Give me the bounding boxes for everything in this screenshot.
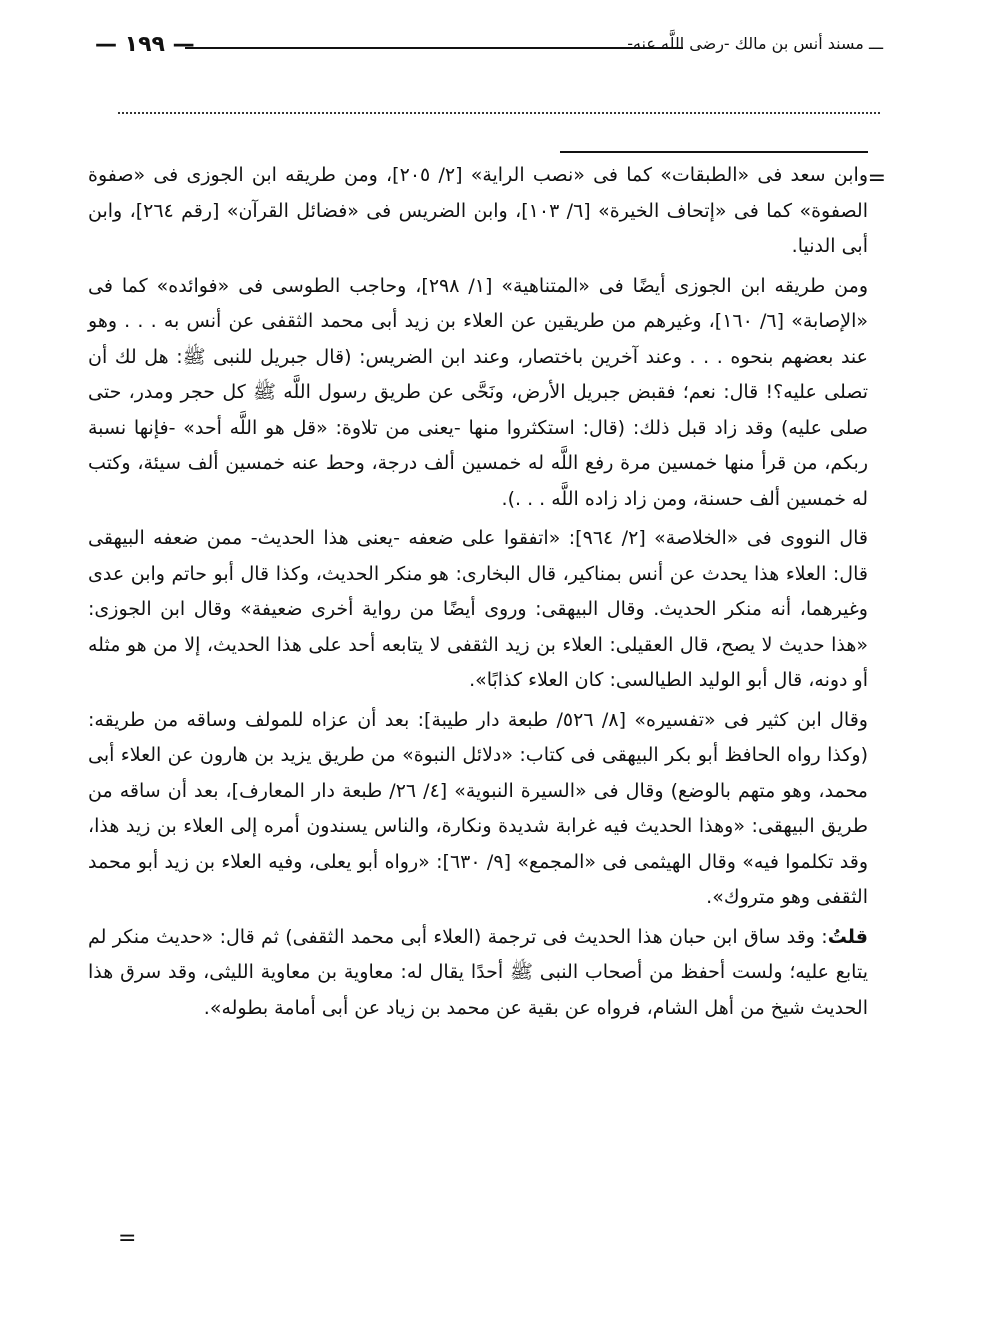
paragraph-5 xyxy=(88,920,868,1027)
running-title: ـــ مسند أنس بن مالك -رضى اللَّه عنه- xyxy=(627,34,883,53)
paragraph-2: ومن طريقه ابن الجوزى أيضًا فى «المتناهية» [١/ ٢٩٨]، وحاجب الطوسى فى «فوائده» كما فى «الإصابة» [٦/ ١٦٠]، وغيرهم من طريقين عن العلاء بن زيد أبى محمد الثقفى عن أنس به . . . وهو عند بعضهم بنحوه . . . وعند آخرين باختصار، وعند ابن الضريس: (قال جبريل للنبى ﷺ: هل لك أن تصلى عليه؟! قال: نعم؛ فقبض جبريل الأرض، ونَحَّى عن طريق رسول اللَّه ﷺ كل حجر ومدر، حتى صلى عليه) وقد زاد قبل ذلك: (قال: استكثروا منها -يعنى من تلاوة: «قل هو اللَّه أحد» -فإنها نسبة ربكم، من قرأ منها خمسين مرة رفع اللَّه له خمسين ألف درجة، وحط عنه خمسين ألف سيئة، وكتب له خمسين ألف حسنة، ومن زاد زاده اللَّه . . .). xyxy=(88,274,868,510)
paragraph-4: وقال ابن كثير فى «تفسيره» [٨/ ٥٢٦/ طبعة دار طيبة]: بعد أن عزاه للمولف وساقه من طريقه: (وكذا رواه الحافظ أبو بكر البيهقى فى كتاب: «دلائل النبوة» من طريق يزيد بن هارون عن العلاء أبى محمد، وهو متهم بالوضع) وقال فى «السيرة النبوية» [٤/ ٢٦/ طبعة دار المعارف]، بعد أن ساقه من طريق البيهقى: «وهذا الحديث فيه غرابة شديدة ونكارة، والناس يسندون أمره إلى العلاء بن زيد هذا، وقد تكلموا فيه» وقال الهيثمى فى «المجمع» [٩/ ٦٣٠]: «رواه أبو يعلى، وفيه العلاء بن زيد أبو محمد الثقفى وهو متروك». xyxy=(88,708,868,908)
page-header xyxy=(95,32,883,66)
continuation-mark: = xyxy=(867,166,886,191)
qultu-lead: قلتُ xyxy=(827,925,868,948)
end-continuation-mark: = xyxy=(118,1226,137,1251)
paragraph-1: وابن سعد فى «الطبقات» كما فى «نصب الراية» [٢/ ٢٠٥]، ومن طريقه ابن الجوزى فى «صفوة الصفوة» كما فى «إتحاف الخيرة» [٦/ ١٠٣]، وابن الضريس فى «فضائل القرآن» [رقم ٢٦٤]، وابن أبى الدنيا. xyxy=(88,164,868,257)
paragraph-5-text: : وقد ساق ابن حبان هذا الحديث فى ترجمة (العلاء أبى محمد الثقفى) ثم قال: «حديث منكر لم يتابع عليه؛ ولست أحفظ من أصحاب النبى ﷺ أحدًا يقال له: معاوية بن معاوية الليثى، وقد سرق هذا الحديث شيخ من أهل الشام، فرواه عن بقية عن محمد بن زياد عن أبى أمامة بطوله». xyxy=(88,925,868,1019)
paragraph-3: قال النووى فى «الخلاصة» [٢/ ٩٦٤]: «اتفقوا على ضعفه -يعنى هذا الحديث- ممن ضعفه البيهقى قال: العلاء هذا يحدث عن أنس بمناكير، قال البخارى: هو منكر الحديث، وكذا قال أبو حاتم وابن عدى وغيرهما، أنه منكر الحديث. وقال البيهقى: وروى أيضًا من رواية أخرى ضعيفة» وقال ابن الجوزى: «هذا حديث لا يصح، قال العقيلى: العلاء بن زيد الثقفى لا يتابعه أحد على هذا الحديث، إلا من هو مثله أو دونه، قال أبو الوليد الطيالسى: كان العلاء كذابًا». xyxy=(88,527,868,691)
footnote-body xyxy=(88,158,868,1030)
page-number: — ١٩٩ — xyxy=(95,32,195,57)
dotted-separator xyxy=(118,96,880,114)
header-rule xyxy=(185,47,683,49)
footnote-rule xyxy=(560,151,868,153)
